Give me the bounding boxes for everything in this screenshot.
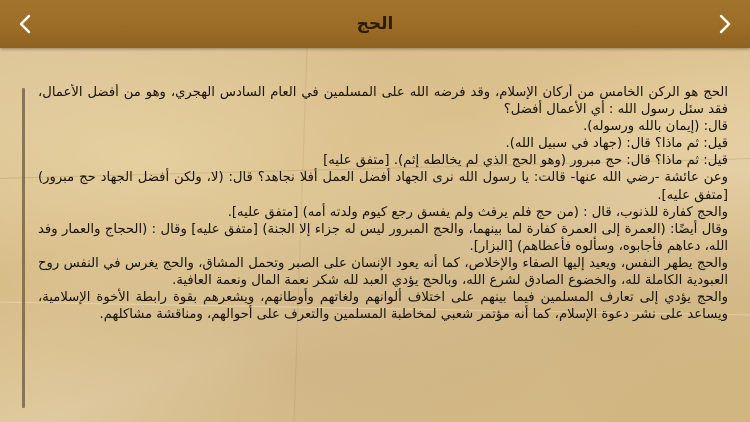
article-paragraph: وعن عائشة -رضي الله عنها- قالت: يا رسول الله نرى الجهاد أفضل العمل أفلا نجاهد؟ قال: (لا، ولكن أفضل الجهاد حج مبرور) [متفق عليه].	[38, 170, 728, 203]
article-body	[38, 84, 728, 422]
scrollbar-thumb[interactable]	[22, 88, 25, 408]
paper-background	[0, 48, 750, 422]
article-paragraph: قيل: ثم ماذا؟ قال: حج مبرور (وهو الحج الذي لم يخالطه إثم). [متفق عليه]	[323, 153, 728, 169]
article-paragraph: وقال أيضًا: (العمرة إلى العمرة كفارة لما بينهما، والحج المبرور ليس له جزاء إلا الجنة) [متفق عليه] وقال : (الحجاج والعمار وفد الله، دعاهم فأجابوه، وسألوه فأعطاهم) [البزار].	[38, 221, 728, 254]
article-paragraph: والحج كفارة للذنوب، قال : (من حج فلم يرفث ولم يفسق رجع كيوم ولدته أمه) [متفق عليه].	[227, 204, 728, 220]
article-paragraph: والحج يؤدي إلى تعارف المسلمين فيما بينهم على اختلاف ألوانهم ولغاتهم وأوطانهم، ويشعرهم بقوة رابطة الأخوة الإسلامية، ويساعد على نشر دعوة الإسلام، كما أنه مؤتمر شعبي لمخاطبة المسلمين والتعرف على أحوالهم، ومناقشة مشاكلهم.	[38, 290, 728, 323]
page-title: الحج	[356, 14, 394, 34]
article-paragraph: والحج يطهر النفس، ويعيد إليها الصفاء والإخلاص، كما أنه يعود الإنسان على الصبر وتحمل المشاق، والحج يغرس في النفس روح العبودية الكاملة لله، والخضوع الصادق لشرع الله، وبالحج يؤدي العبد لله شكر نعمة المال ونعمة العافية.	[38, 255, 728, 289]
article-paragraph: قيل: ثم ماذا؟ قال: (جهاد في سبيل الله).	[505, 136, 728, 152]
scrollbar[interactable]	[22, 88, 25, 408]
chevron-right-icon[interactable]	[710, 10, 738, 38]
article-paragraph: قال: (إيمان بالله ورسوله).	[583, 119, 728, 135]
header-bar	[0, 0, 750, 48]
article-paragraph: الحج هو الركن الخامس من أركان الإسلام، وقد فرضه الله على المسلمين في العام السادس الهجري، وهو من أفضل الأعمال، فقد سئل رسول الله : أي الأعمال أفضل؟	[38, 85, 728, 118]
